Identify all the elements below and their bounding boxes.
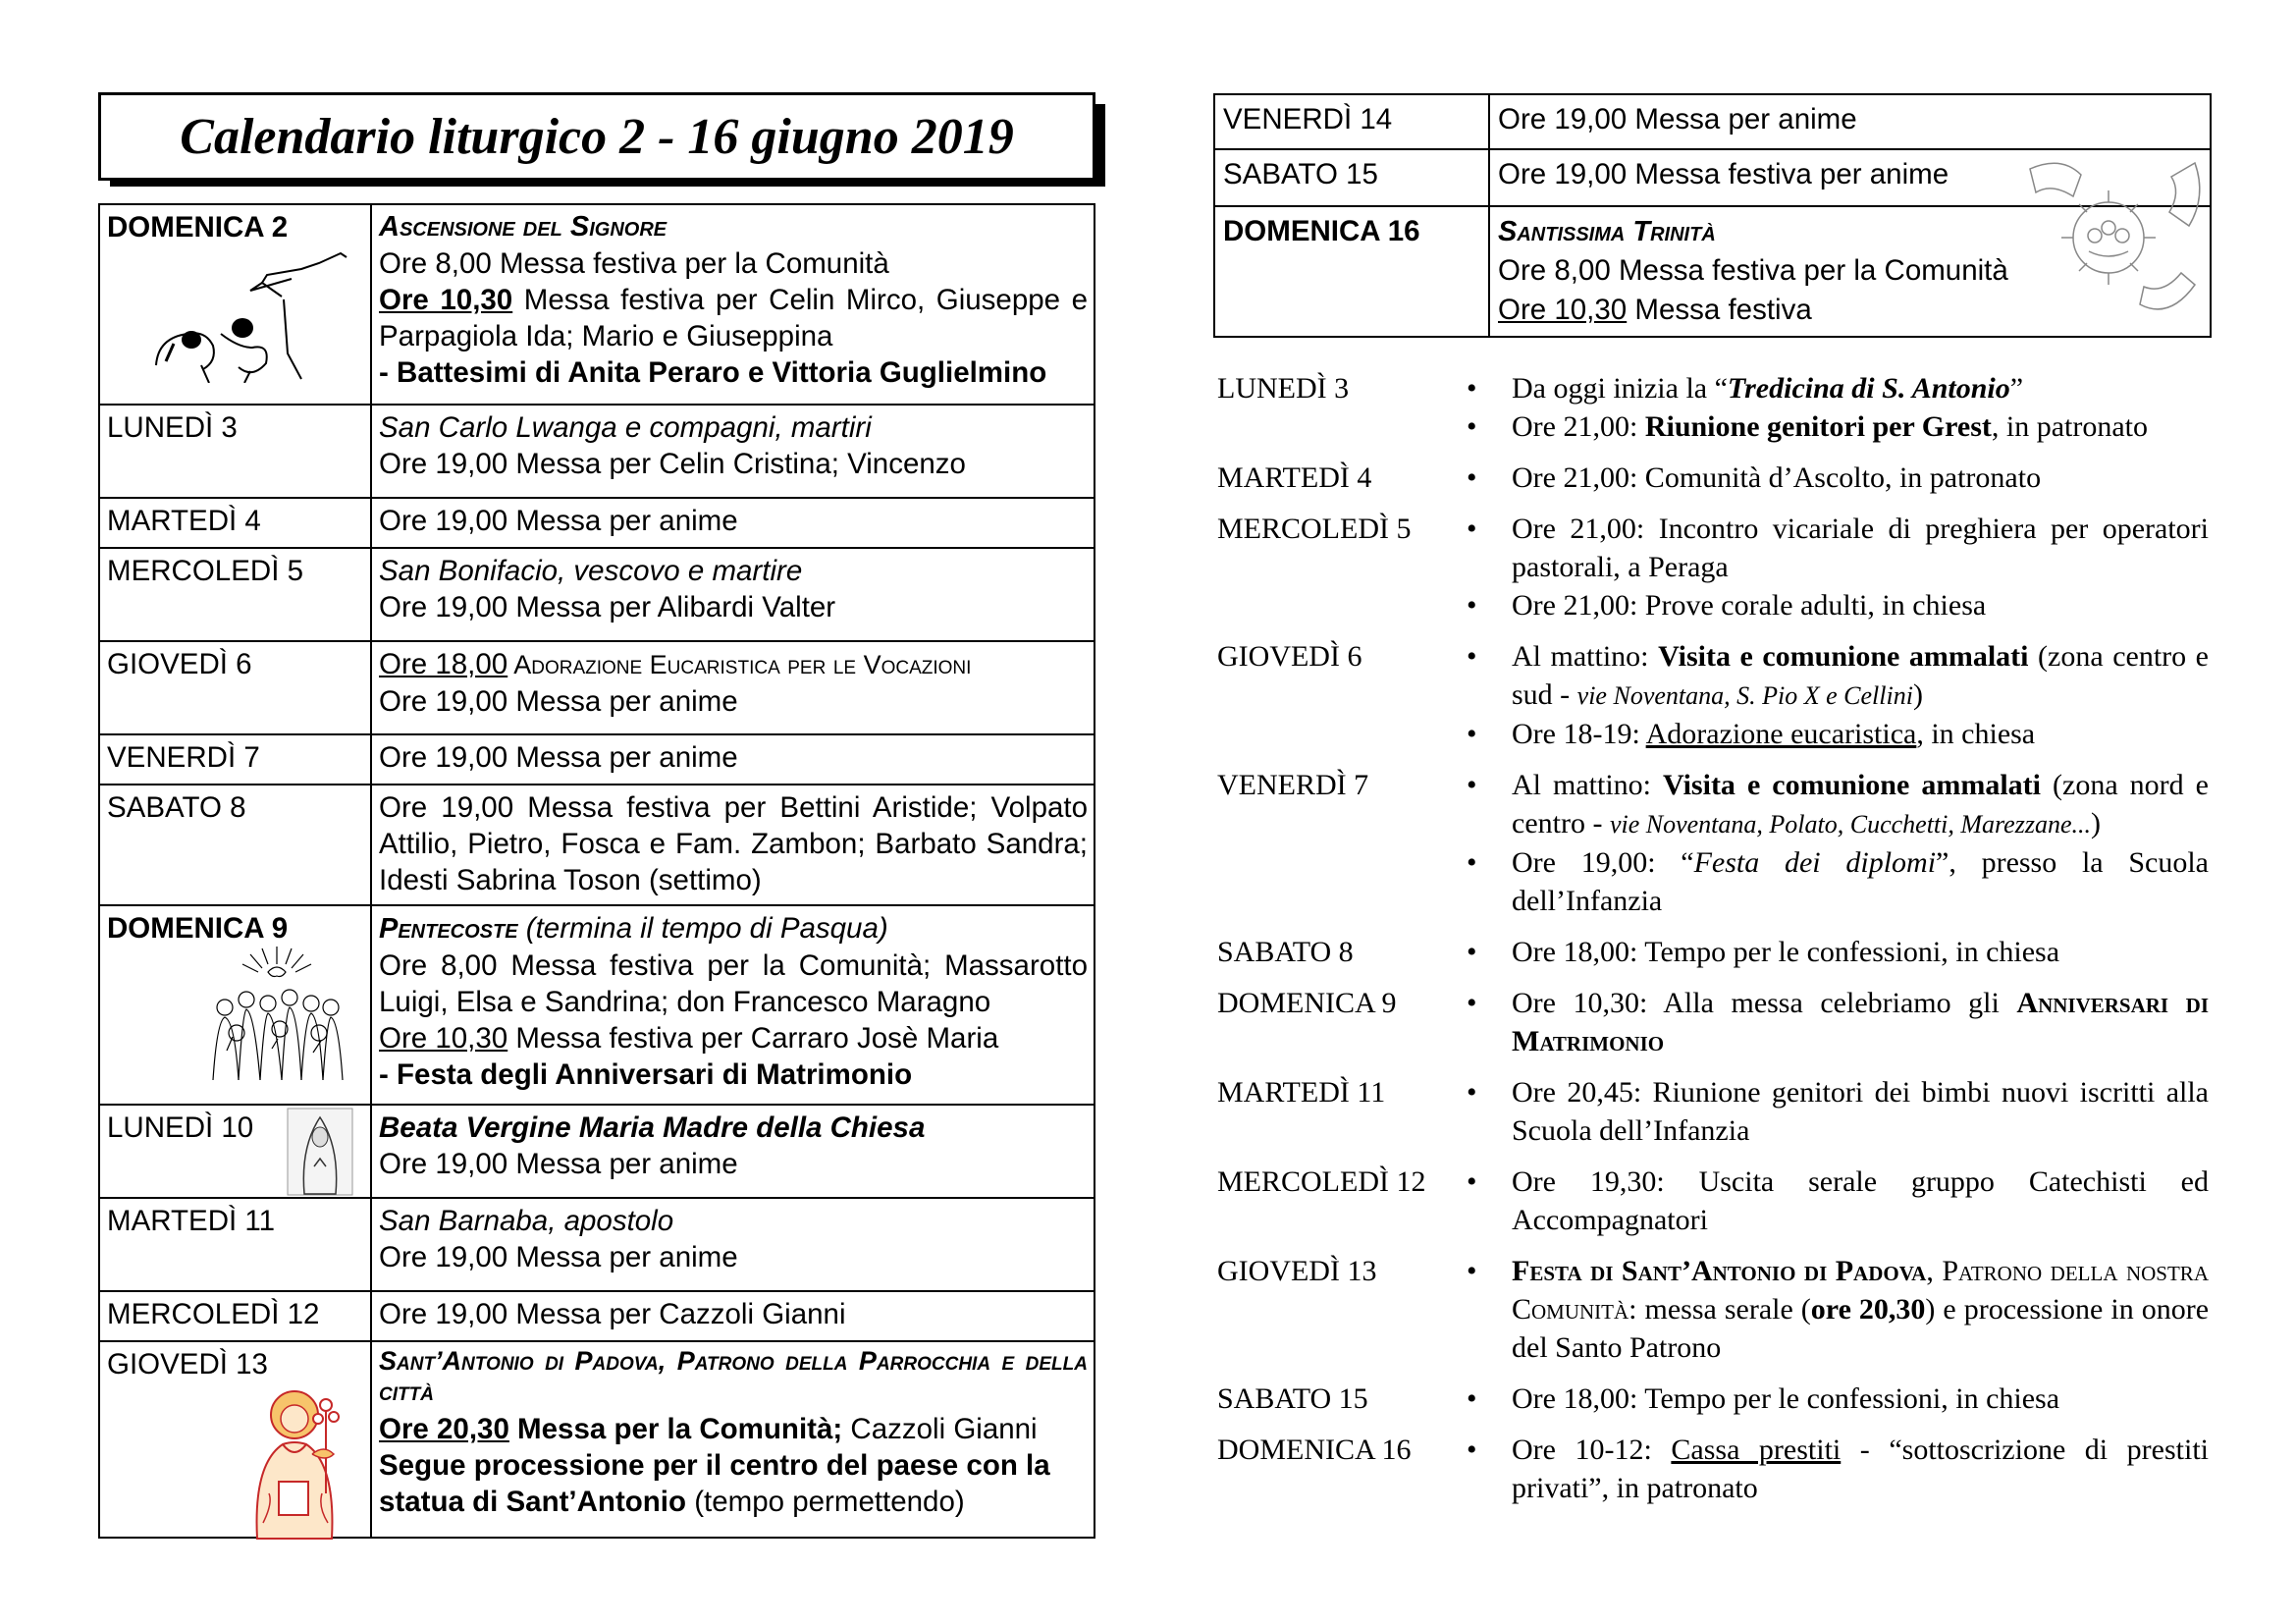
event-item: • Ore 21,00: Comunità d’Ascolto, in patronato	[1463, 459, 2209, 497]
celebration-cell	[371, 1341, 1095, 1538]
event-item: • Ore 20,45: Riunione genitori dei bimbi nuovi iscritti alla Scuola dell’Infanzia	[1463, 1073, 2209, 1150]
event-items	[1463, 933, 2209, 971]
feast-title: Ascensione del Signore	[379, 211, 667, 243]
event-text: Al mattino:	[1512, 769, 1664, 801]
event-text: - “sottoscrizione di prestiti privati”, in patronato	[1512, 1434, 2210, 1504]
event-items	[1463, 1431, 2209, 1507]
day-label: DOMENICA 9	[107, 912, 289, 945]
table-row	[99, 785, 1095, 905]
event-day	[1217, 766, 2209, 920]
mass-line	[379, 282, 1088, 354]
day-label: DOMENICA 2	[107, 211, 289, 244]
baptism-line: - Battesimi di Anita Peraro e Vittoria Guglielmino	[379, 356, 1047, 389]
mass-line: Ore 8,00 Messa festiva per la Comunità	[1498, 254, 2008, 287]
celebration-cell: Ore 19,00 Messa per anime	[371, 734, 1095, 785]
event-item	[1463, 637, 2209, 715]
event-text: Adorazione Eucaristica per le Vocazioni	[507, 650, 972, 679]
event-day	[1217, 459, 2209, 497]
procession-text: Segue processione per il centro del paese con la statua di Sant’Antonio	[379, 1449, 1050, 1518]
event-day-label: MERCOLEDÌ 12	[1217, 1165, 1426, 1198]
anniversary-line: - Festa degli Anniversari di Matrimonio	[379, 1058, 913, 1091]
saint-title: San Barnaba, apostolo	[379, 1205, 674, 1237]
event-items	[1463, 1073, 2209, 1150]
event-day-label: LUNEDÌ 3	[1217, 372, 1350, 405]
celebration-cell: Ore 19,00 Messa per anime	[1489, 94, 2211, 149]
celebration-cell: Ore 19,00 Messa festiva per anime	[1489, 149, 2211, 206]
event-day	[1217, 637, 2209, 753]
feast-title: Pentecoste	[379, 913, 518, 945]
event-items	[1463, 369, 2209, 446]
event-day	[1217, 1252, 2209, 1367]
day-cell: GIOVEDÌ 6	[99, 641, 371, 734]
celebration-cell	[371, 641, 1095, 734]
event-items	[1463, 1252, 2209, 1367]
event-day-label: DOMENICA 16	[1217, 1434, 1412, 1466]
celebration-cell	[371, 905, 1095, 1105]
celebration-cell: Ore 19,00 Messa per anime	[371, 498, 1095, 548]
day-label: LUNEDÌ 10	[107, 1111, 254, 1144]
event-items	[1463, 766, 2209, 920]
mass-line: Ore 19,00 Messa per anime	[379, 685, 738, 718]
day-cell: MARTEDÌ 11	[99, 1198, 371, 1291]
event-day-label: SABATO 8	[1217, 936, 1354, 968]
day-cell: LUNEDÌ 3	[99, 405, 371, 498]
event-text: (zona centro e sud -	[1512, 640, 2209, 711]
event-text: )	[1912, 678, 1923, 711]
event-day-label: MARTEDÌ 4	[1217, 461, 1372, 494]
event-text: Ore 19,00: “	[1512, 846, 1694, 879]
event-day	[1217, 1163, 2209, 1239]
day-cell: MERCOLEDÌ 12	[99, 1291, 371, 1341]
event-highlight: Cassa prestiti	[1671, 1434, 1842, 1466]
event-streets: vie Noventana, Polato, Cucchetti, Marezzane...	[1609, 810, 2091, 839]
mass-line: Ore 19,00 Messa per anime	[379, 1241, 738, 1273]
table-row	[99, 498, 1095, 548]
event-text: Da oggi inizia la “	[1512, 372, 1728, 405]
celebration-cell: Ore 19,00 Messa per Cazzoli Gianni	[371, 1291, 1095, 1341]
mass-text: Messa festiva	[1627, 294, 1812, 326]
celebration-cell	[371, 405, 1095, 498]
event-day	[1217, 1073, 2209, 1150]
mass-line	[379, 1020, 1088, 1056]
table-row	[99, 548, 1095, 641]
day-cell: MERCOLEDÌ 5	[99, 548, 371, 641]
event-day	[1217, 1431, 2209, 1507]
event-item: • Ore 19,30: Uscita serale gruppo Catechisti ed Accompagnatori	[1463, 1163, 2209, 1239]
feast-title: Beata Vergine Maria Madre della Chiesa	[379, 1111, 926, 1144]
event-highlight: Festa di Sant’Antonio di Padova	[1512, 1255, 1927, 1287]
event-day	[1217, 984, 2209, 1060]
page-title: Calendario liturgico 2 - 16 giugno 2019	[180, 108, 1014, 165]
mass-time: Ore 20,30	[379, 1413, 509, 1445]
event-text: )	[2091, 807, 2101, 839]
procession-note: (tempo permettendo)	[686, 1486, 965, 1518]
event-highlight: Tredicina di S. Antonio	[1727, 372, 2010, 405]
event-text: Ore 21,00:	[1512, 410, 1645, 443]
feast-note: (termina il tempo di Pasqua)	[517, 912, 888, 945]
feast-title: Santissima Trinità	[1498, 216, 1716, 247]
event-day-label: MERCOLEDÌ 5	[1217, 513, 1412, 545]
event-items	[1463, 984, 2209, 1060]
event-day	[1217, 933, 2209, 971]
event-item	[1463, 1431, 2209, 1507]
day-cell	[99, 204, 371, 405]
event-item	[1463, 843, 2209, 920]
event-item	[1463, 1252, 2209, 1367]
event-item: • Ore 21,00: Prove corale adulti, in chiesa	[1463, 586, 2209, 624]
mass-line: Ore 19,00 Messa per anime	[379, 1148, 738, 1180]
event-text: , in chiesa	[1916, 718, 2036, 750]
day-cell: SABATO 8	[99, 785, 371, 905]
mass-time: Ore 10,30	[379, 1022, 508, 1055]
mass-time: Ore 10,30	[379, 284, 513, 316]
event-text: , in patronato	[1991, 410, 2148, 443]
event-streets: vie Noventana, S. Pio X e Cellini	[1576, 681, 1913, 710]
table-row	[99, 641, 1095, 734]
celebration-cell	[371, 204, 1095, 405]
celebration-cell	[371, 1198, 1095, 1291]
mass-line: Ore 8,00 Messa festiva per la Comunità; Massarotto Luigi, Elsa e Sandrina; don Francesco Maragno	[379, 949, 1088, 1018]
event-item: • Ore 18,00: Tempo per le confessioni, in chiesa	[1463, 933, 2209, 971]
saint-anthony-illustration	[243, 1385, 359, 1541]
liturgical-calendar-table	[98, 203, 1095, 1539]
celebration-cell: Ore 19,00 Messa festiva per Bettini Aristide; Volpato Attilio, Pietro, Fosca e Fam. Zambon; Barbato Sandra; Idesti Sabrina Toson (settimo)	[371, 785, 1095, 905]
event-item	[1463, 984, 2209, 1060]
event-item	[1463, 715, 2209, 753]
day-cell: VENERDÌ 14	[1214, 94, 1489, 149]
day-cell: MARTEDÌ 4	[99, 498, 371, 548]
trinity-illustration	[2022, 157, 2209, 324]
table-row	[99, 405, 1095, 498]
day-cell	[99, 1105, 371, 1198]
table-row	[1214, 94, 2211, 149]
event-day	[1217, 369, 2209, 446]
event-time: ore 20,30	[1810, 1293, 1926, 1326]
day-cell: DOMENICA 16	[1214, 206, 1489, 337]
feast-line	[379, 910, 1088, 947]
title-box	[98, 92, 1095, 181]
day-cell: SABATO 15	[1214, 149, 1489, 206]
event-item: • Ore 18,00: Tempo per le confessioni, in chiesa	[1463, 1380, 2209, 1418]
event-text: Ore 10,30: Alla messa celebriamo gli	[1512, 987, 2017, 1019]
mass-line: Ore 8,00 Messa festiva per la Comunità	[379, 247, 889, 280]
event-items	[1463, 637, 2209, 753]
event-item	[1463, 766, 2209, 843]
table-row	[99, 1291, 1095, 1341]
day-cell	[99, 1341, 371, 1538]
event-text: : messa serale (	[1629, 1293, 1811, 1326]
day-cell: VENERDÌ 7	[99, 734, 371, 785]
celebration-cell	[371, 1105, 1095, 1198]
event-item: • Ore 21,00: Incontro vicariale di preghiera per operatori pastorali, a Peraga	[1463, 510, 2209, 586]
event-item	[1463, 407, 2209, 446]
event-day-label: GIOVEDÌ 6	[1217, 640, 1362, 673]
event-highlight: Riunione genitori per Grest	[1644, 410, 1992, 443]
mass-time: Ore 10,30	[1498, 294, 1628, 326]
event-day-label: VENERDÌ 7	[1217, 769, 1369, 801]
table-row	[99, 204, 1095, 405]
saint-title: San Carlo Lwanga e compagni, martiri	[379, 411, 872, 444]
mass-text: Messa festiva per Celin Mirco, Giuseppe e Parpagiola Ida; Mario e Giuseppina	[379, 284, 1088, 352]
table-row	[99, 905, 1095, 1105]
event-text: Al mattino:	[1512, 640, 1659, 673]
saint-title: San Bonifacio, vescovo e martire	[379, 555, 803, 587]
mass-text: Messa per la Comunità;	[508, 1413, 843, 1445]
event-text: ) e processione in onore del Santo Patrono	[1512, 1293, 2210, 1364]
mass-line: Ore 19,00 Messa per Celin Cristina; Vincenzo	[379, 448, 966, 480]
event-text: Ore 18-19:	[1512, 718, 1646, 750]
event-day-label: DOMENICA 9	[1217, 987, 1397, 1019]
event-item	[1463, 369, 2209, 407]
event-day-label: SABATO 15	[1217, 1382, 1368, 1415]
event-day	[1217, 1380, 2209, 1418]
event-text: Ore 10-12:	[1512, 1434, 1672, 1466]
weekly-events-list	[1217, 369, 2209, 1520]
madonna-illustration	[287, 1108, 353, 1196]
mass-text: Messa festiva per Carraro Josè Maria	[507, 1022, 999, 1055]
event-items	[1463, 510, 2209, 624]
event-day-label: GIOVEDÌ 13	[1217, 1255, 1377, 1287]
event-text: , Patrono della nostra Comunità	[1512, 1255, 2209, 1326]
event-text: ”	[2009, 372, 2024, 405]
table-row	[99, 734, 1095, 785]
event-items	[1463, 459, 2209, 497]
day-label: GIOVEDÌ 13	[107, 1348, 268, 1380]
event-items	[1463, 1380, 2209, 1418]
event-text: ”, presso la Scuola dell’Infanzia	[1512, 846, 2209, 917]
event-day	[1217, 510, 2209, 624]
event-text: (zona nord e centro -	[1512, 769, 2209, 839]
table-row	[99, 1105, 1095, 1198]
celebration-cell	[371, 548, 1095, 641]
feast-title: Sant’Antonio di Padova, Patrono della Parrocchia e della città	[379, 1346, 1088, 1406]
event-items	[1463, 1163, 2209, 1239]
pentecost-illustration	[203, 943, 350, 1082]
event-time: Ore 18,00	[379, 648, 508, 680]
table-row	[99, 1341, 1095, 1538]
event-highlight: Anniversari di Matrimonio	[1512, 987, 2209, 1057]
event-highlight: Visita e comunione ammalati	[1658, 640, 2029, 673]
event-highlight: Adorazione eucaristica	[1645, 718, 1917, 750]
event-day-label: MARTEDÌ 11	[1217, 1076, 1386, 1109]
event-highlight: Festa dei diplomi	[1693, 846, 1937, 879]
table-row	[99, 1198, 1095, 1291]
mass-line: Ore 19,00 Messa per Alibardi Valter	[379, 591, 836, 623]
mass-intention: Cazzoli Gianni	[842, 1413, 1038, 1445]
ascension-illustration	[144, 245, 370, 383]
adoration-line	[379, 646, 1088, 683]
procession-line	[379, 1447, 1088, 1520]
event-highlight: Visita e comunione ammalati	[1663, 769, 2041, 801]
day-cell	[99, 905, 371, 1105]
mass-line	[379, 1411, 1088, 1447]
